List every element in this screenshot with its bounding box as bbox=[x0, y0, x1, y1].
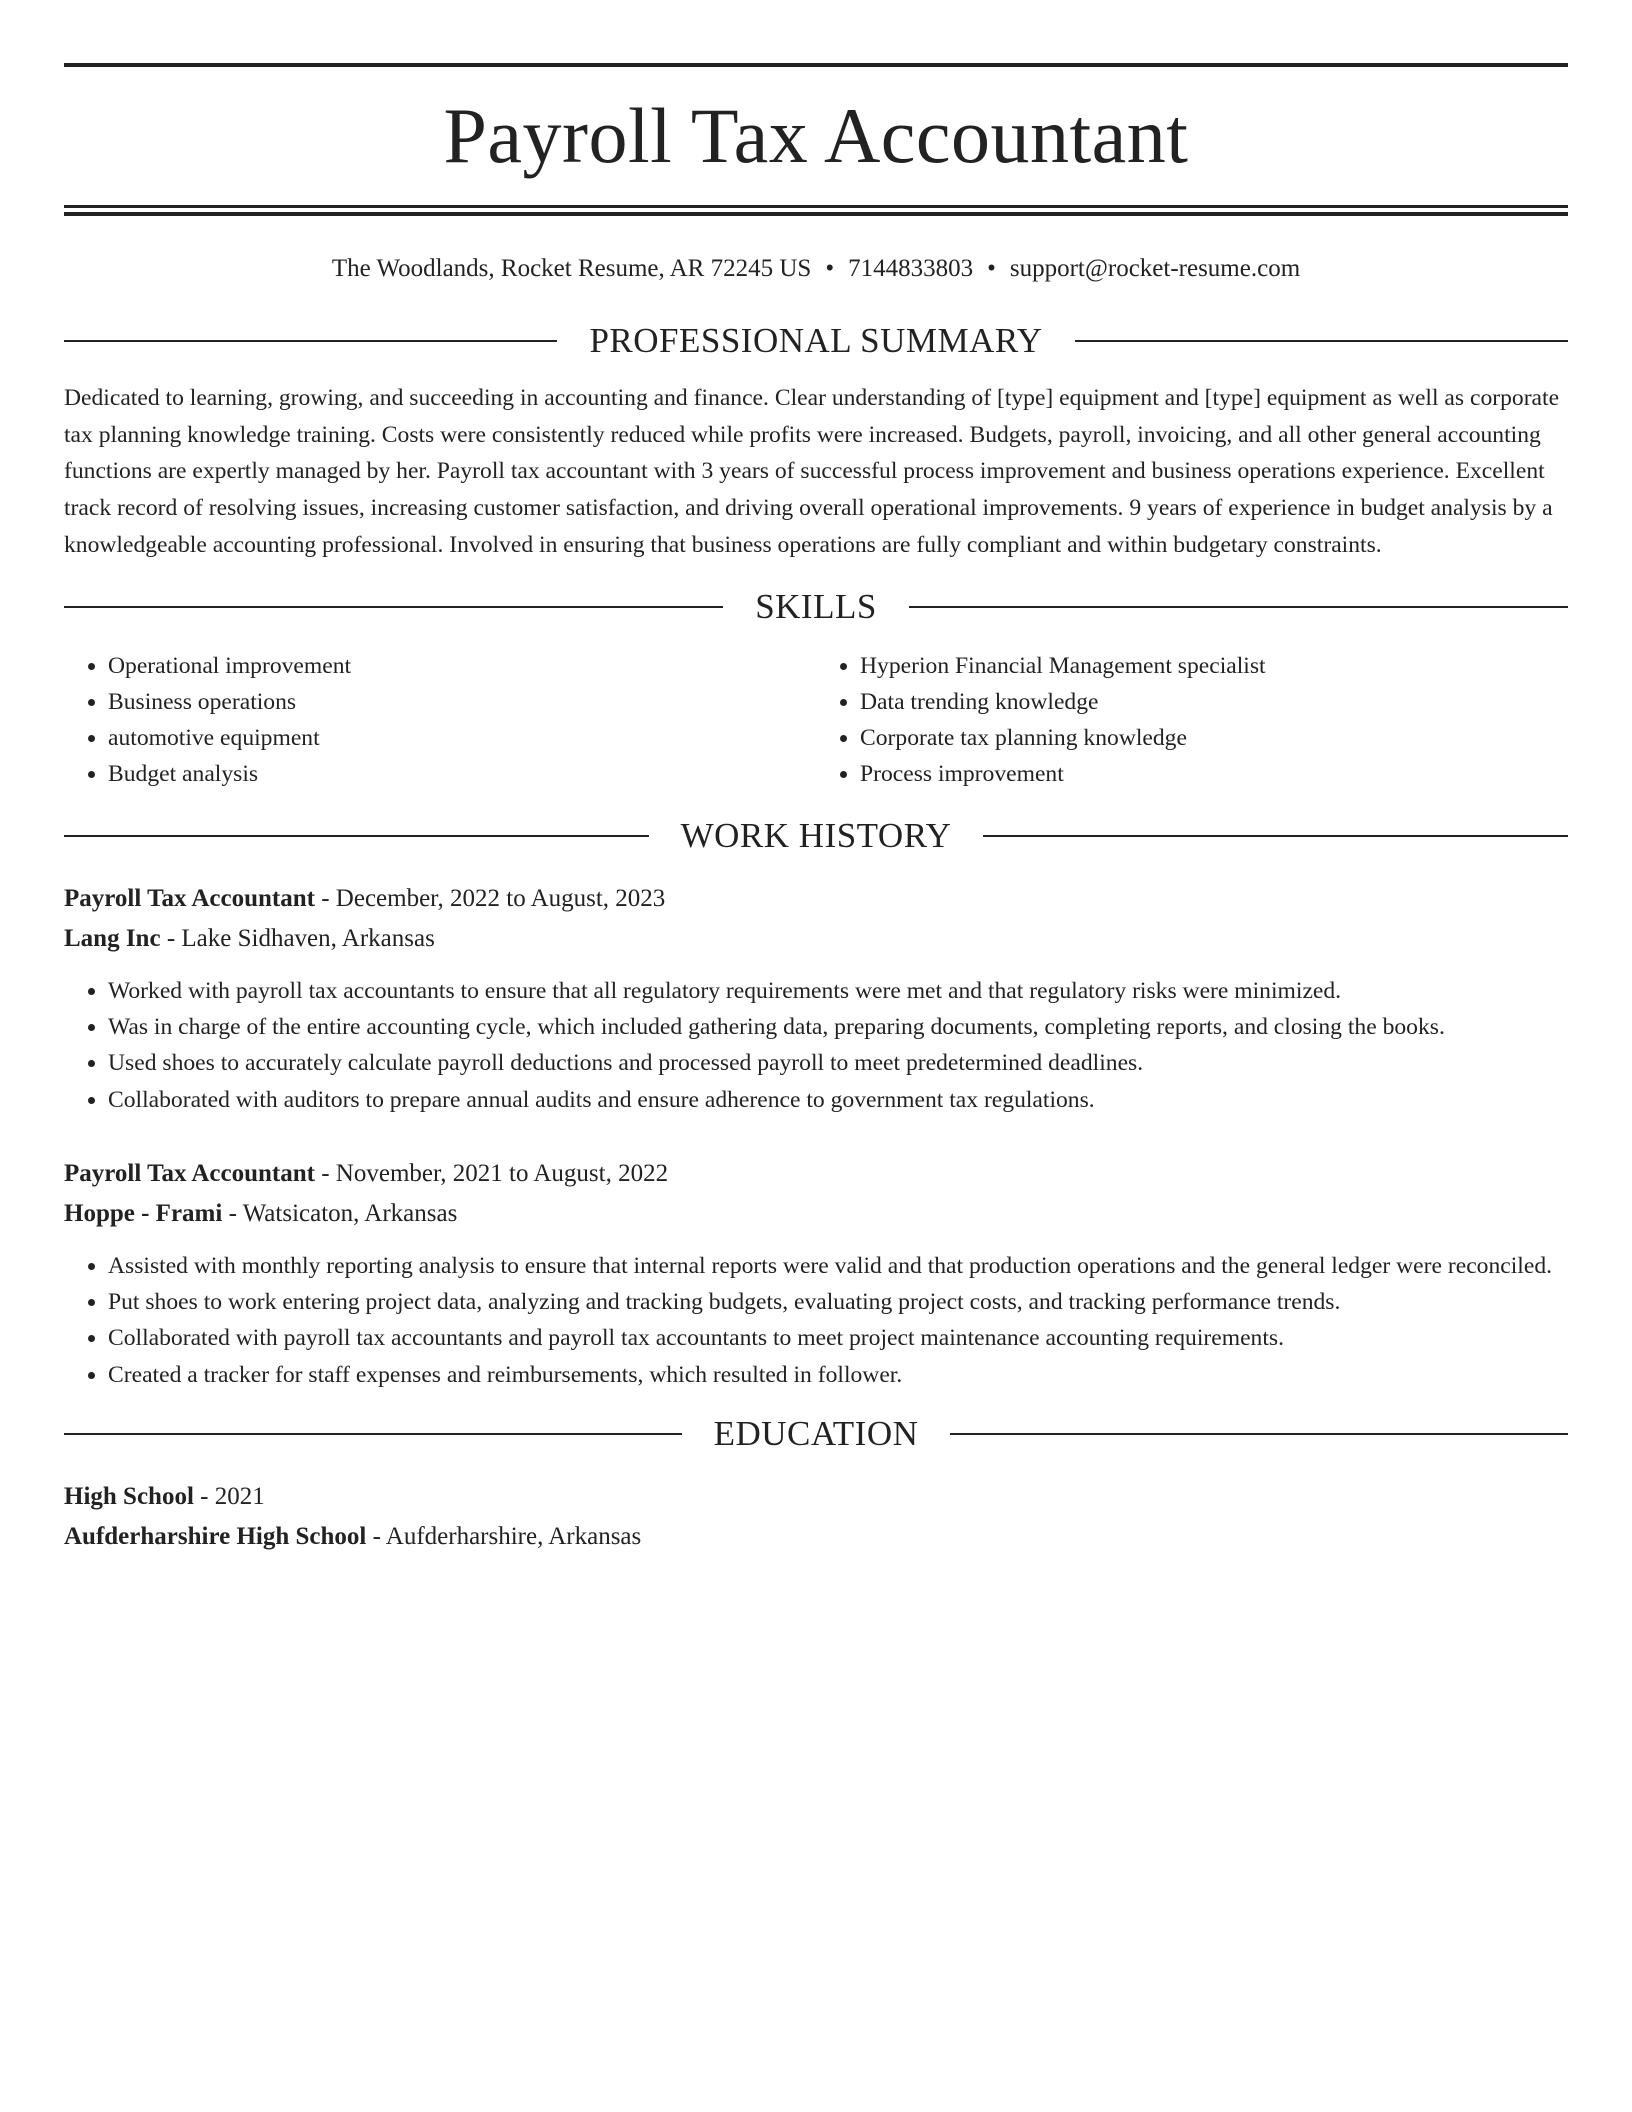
contact-phone: 7144833803 bbox=[848, 255, 974, 282]
section-label: PROFESSIONAL SUMMARY bbox=[589, 321, 1043, 360]
skill-item: • Process improvement bbox=[860, 756, 1568, 792]
job-bullets bbox=[64, 1248, 1568, 1393]
heading-rule-left bbox=[64, 606, 723, 608]
job-title-line bbox=[64, 879, 1568, 919]
job-title: Payroll Tax Accountant bbox=[64, 884, 315, 912]
skills-column-right bbox=[816, 648, 1568, 793]
job-company: Hoppe - Frami bbox=[64, 1199, 223, 1227]
job-bullet: • Created a tracker for staff expenses and reimbursements, which resulted in follower. bbox=[108, 1357, 1568, 1393]
heading-rule-right bbox=[983, 835, 1568, 837]
skill-item: • Operational improvement bbox=[108, 648, 816, 684]
job-entry bbox=[64, 1154, 1568, 1393]
heading-rule-left bbox=[64, 835, 649, 837]
job-location: - Watsicaton, Arkansas bbox=[222, 1199, 458, 1227]
contact-line bbox=[64, 252, 1568, 286]
heading-rule-left bbox=[64, 1433, 682, 1435]
resume-title: Payroll Tax Accountant bbox=[443, 92, 1189, 179]
skill-item: • Corporate tax planning knowledge bbox=[860, 720, 1568, 756]
education-degree-line bbox=[64, 1477, 1568, 1517]
job-company-line bbox=[64, 919, 1568, 959]
job-company: Lang Inc bbox=[64, 924, 161, 952]
job-company-line bbox=[64, 1194, 1568, 1234]
education-degree: High School bbox=[64, 1483, 194, 1511]
education-entry bbox=[64, 1477, 1568, 1557]
job-entry bbox=[64, 879, 1568, 1118]
section-label: WORK HISTORY bbox=[680, 815, 952, 855]
header-top-rule bbox=[64, 63, 1568, 67]
job-location: - Lake Sidhaven, Arkansas bbox=[160, 924, 435, 952]
education-school: Aufderharshire High School bbox=[64, 1523, 367, 1551]
summary-text: Dedicated to learning, growing, and succeeding in accounting and finance. Clear understanding of [type] equipment and [type] equipment as well as corporate tax planning knowledge training. Costs were consistently reduced while profits were increased. Budgets, payroll, invoicing, and all other general accounting functions are expertly managed by her. Payroll tax accountant with 3 years of successful process improvement and business operations experience. Excellent track record of resolving issues, increasing customer satisfaction, and driving overall operational improvements. 9 years of experience in budget analysis by a knowledgeable accounting professional. Involved in ensuring that business operations are fully compliant and within budgetary constraints. bbox=[64, 385, 1560, 558]
section-heading-summary bbox=[64, 320, 1568, 362]
contact-email: support@rocket-resume.com bbox=[1009, 255, 1301, 282]
contact-separator: • bbox=[825, 255, 835, 282]
skill-item: • Business operations bbox=[108, 684, 816, 720]
job-title-line bbox=[64, 1154, 1568, 1194]
skills-list bbox=[64, 648, 1568, 793]
heading-rule-right bbox=[1075, 340, 1568, 342]
contact-separator: • bbox=[987, 255, 996, 282]
heading-rule-right bbox=[909, 606, 1568, 608]
job-bullet: • Used shoes to accurately calculate payroll deductions and processed payroll to meet predetermined deadlines. bbox=[108, 1045, 1568, 1081]
job-title: Payroll Tax Accountant bbox=[64, 1159, 315, 1187]
skill-item: • automotive equipment bbox=[108, 720, 816, 756]
skill-item: • Budget analysis bbox=[108, 756, 816, 792]
job-bullet: • Collaborated with auditors to prepare annual audits and ensure adherence to government tax regulations. bbox=[108, 1082, 1568, 1118]
job-bullet: • Worked with payroll tax accountants to ensure that all regulatory requirements were met and that regulatory risks were minimized. bbox=[108, 973, 1568, 1009]
section-heading-education bbox=[64, 1413, 1568, 1455]
job-dates: - November, 2021 to August, 2022 bbox=[314, 1159, 669, 1187]
job-dates: - December, 2022 to August, 2023 bbox=[314, 884, 666, 912]
heading-rule-right bbox=[950, 1433, 1568, 1435]
section-heading-work bbox=[64, 815, 1568, 857]
job-bullets bbox=[64, 973, 1568, 1118]
education-year: - 2021 bbox=[193, 1483, 265, 1511]
skill-item: • Hyperion Financial Management specialist bbox=[860, 648, 1568, 684]
section-label: SKILLS bbox=[755, 586, 877, 626]
contact-address: The Woodlands, Rocket Resume, AR 72245 US bbox=[331, 255, 812, 282]
job-bullet: • Assisted with monthly reporting analysis to ensure that internal reports were valid and that production operations and the general ledger were reconciled. bbox=[108, 1248, 1568, 1284]
education-location: - Aufderharshire, Arkansas bbox=[366, 1523, 642, 1551]
skills-column-left bbox=[64, 648, 816, 793]
education-school-line bbox=[64, 1517, 1568, 1557]
section-label: EDUCATION bbox=[713, 1414, 919, 1454]
header-double-rule bbox=[64, 205, 1568, 216]
section-heading-skills bbox=[64, 586, 1568, 628]
job-bullet: • Put shoes to work entering project data, analyzing and tracking budgets, evaluating project costs, and tracking performance trends. bbox=[108, 1284, 1568, 1320]
skill-item: • Data trending knowledge bbox=[860, 684, 1568, 720]
heading-rule-left bbox=[64, 340, 557, 342]
job-bullet: • Was in charge of the entire accounting cycle, which included gathering data, preparing documents, completing reports, and closing the books. bbox=[108, 1009, 1568, 1045]
job-bullet: • Collaborated with payroll tax accountants and payroll tax accountants to meet project maintenance accounting requirements. bbox=[108, 1320, 1568, 1356]
